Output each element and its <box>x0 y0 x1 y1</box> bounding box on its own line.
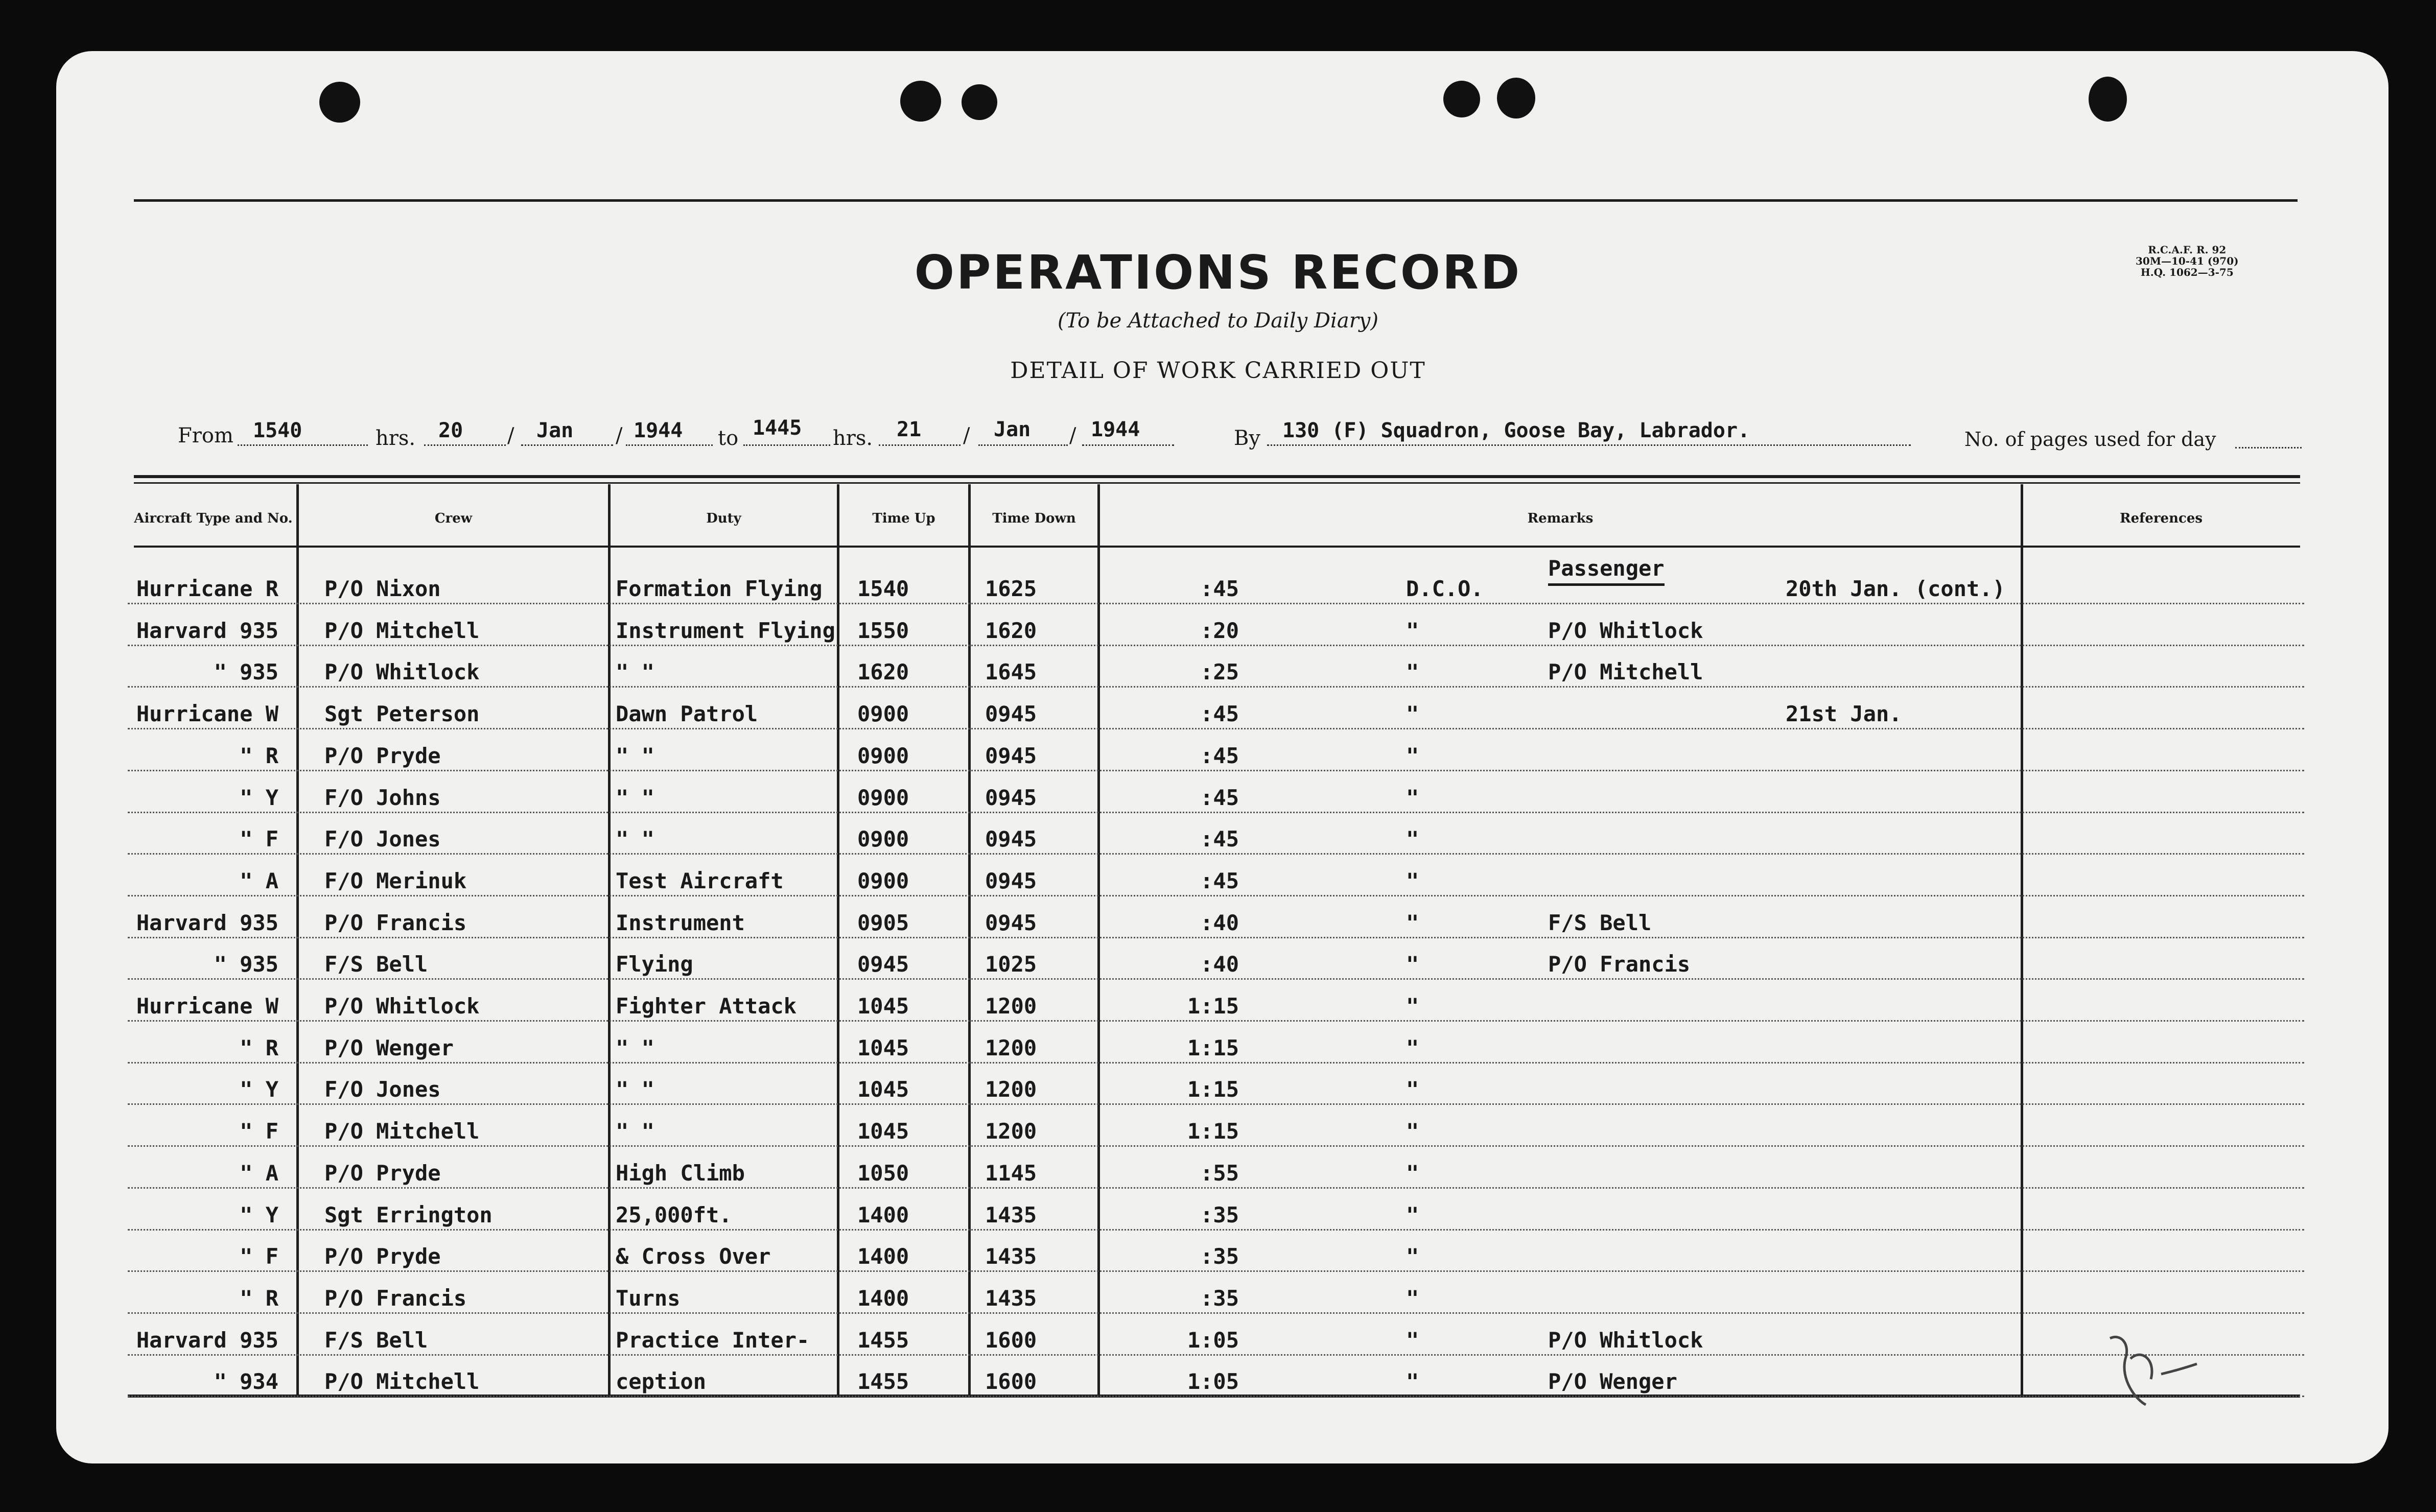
column-header-crew: Crew <box>434 511 473 526</box>
form-code-line: 30M—10-41 (970) <box>2136 255 2239 267</box>
column-divider <box>296 484 299 1395</box>
table-top-rule <box>134 482 2300 484</box>
aircraft-cell: " F <box>240 826 278 852</box>
slash: / <box>507 424 514 447</box>
time-down-cell: 1200 <box>985 1035 1037 1060</box>
duty-cell: " " <box>616 743 654 768</box>
authority-cell: " <box>1406 1119 1419 1144</box>
to-year: 1944 <box>1091 418 1140 441</box>
duty-cell: & Cross Over <box>616 1244 771 1269</box>
punch-hole <box>2089 77 2127 122</box>
aircraft-cell: Harvard 935 <box>136 618 278 643</box>
dotted-line <box>424 444 506 446</box>
time-up-cell: 0905 <box>857 910 909 935</box>
time-down-cell: 1200 <box>985 1119 1037 1144</box>
form-code-line: H.Q. 1062—3-75 <box>2140 266 2234 278</box>
authority-cell: " <box>1406 1369 1419 1395</box>
duty-cell: Practice Inter- <box>616 1327 810 1353</box>
column-header-aircraft: Aircraft Type and No. <box>134 511 293 526</box>
crew-cell: P/O Francis <box>324 1285 467 1311</box>
passenger-cell: P/O Whitlock <box>1548 1327 1703 1353</box>
duty-cell: " " <box>616 826 654 852</box>
dotted-line <box>879 444 961 446</box>
crew-cell: P/O Pryde <box>324 743 441 768</box>
authority-cell: D.C.O. <box>1406 576 1484 601</box>
duration-cell: :20 <box>1200 618 1239 643</box>
duty-cell: " " <box>616 1077 654 1102</box>
date-note-cell: 20th Jan. (cont.) <box>1786 576 2005 601</box>
duration-cell: 1:15 <box>1187 1119 1239 1144</box>
top-rule <box>134 199 2298 202</box>
column-header-references: References <box>2119 511 2203 526</box>
crew-cell: Sgt Peterson <box>324 701 480 727</box>
time-down-cell: 1025 <box>985 952 1037 977</box>
authority-cell: " <box>1406 1285 1419 1311</box>
from-day: 20 <box>438 419 463 442</box>
time-down-cell: 1600 <box>985 1327 1037 1353</box>
duration-cell: :45 <box>1200 868 1239 893</box>
column-divider <box>2021 484 2023 1395</box>
crew-cell: P/O Mitchell <box>324 1119 480 1144</box>
crew-cell: F/O Jones <box>324 1077 441 1102</box>
time-down-cell: 0945 <box>985 826 1037 852</box>
duration-cell: :45 <box>1200 701 1239 727</box>
aircraft-cell: " A <box>240 1160 278 1186</box>
dotted-line <box>1267 444 1911 446</box>
from-month: Jan <box>536 419 574 442</box>
crew-cell: P/O Wenger <box>324 1035 454 1060</box>
column-header-remarks: Remarks <box>1527 511 1594 526</box>
authority-cell: " <box>1406 826 1419 852</box>
duration-cell: :45 <box>1200 743 1239 768</box>
duration-cell: 1:15 <box>1187 994 1239 1019</box>
dotted-line <box>1082 444 1174 446</box>
row-rule <box>128 1396 2304 1397</box>
time-down-cell: 0945 <box>985 743 1037 768</box>
time-up-cell: 0900 <box>857 868 909 893</box>
crew-cell: P/O Pryde <box>324 1160 441 1186</box>
time-up-cell: 1045 <box>857 1119 909 1144</box>
row-rule <box>128 1145 2304 1147</box>
passenger-cell: P/O Whitlock <box>1548 618 1703 643</box>
duration-cell: :35 <box>1200 1202 1239 1227</box>
row-rule <box>128 686 2304 688</box>
duration-cell: :40 <box>1200 910 1239 935</box>
aircraft-cell: " Y <box>240 785 278 810</box>
time-down-cell: 1200 <box>985 1077 1037 1102</box>
aircraft-cell: " R <box>240 743 278 768</box>
aircraft-cell: " Y <box>240 1077 278 1102</box>
duty-cell: Turns <box>616 1285 681 1311</box>
crew-cell: P/O Whitlock <box>324 994 480 1019</box>
row-rule <box>128 853 2304 855</box>
column-divider <box>837 484 839 1395</box>
time-down-cell: 1200 <box>985 994 1037 1019</box>
slash: / <box>1069 424 1076 447</box>
time-up-cell: 0900 <box>857 701 909 727</box>
authority-cell: " <box>1406 618 1419 643</box>
row-rule <box>128 1229 2304 1231</box>
dotted-line <box>978 444 1068 446</box>
duty-cell: Instrument Flying <box>616 618 835 643</box>
duty-cell: Dawn Patrol <box>616 701 758 727</box>
duty-cell: Test Aircraft <box>616 868 784 893</box>
duration-cell: :55 <box>1200 1160 1239 1186</box>
authority-cell: " <box>1406 1035 1419 1060</box>
crew-cell: F/O Merinuk <box>324 868 467 893</box>
duty-cell: 25,000ft. <box>616 1202 732 1227</box>
crew-cell: P/O Whitlock <box>324 659 480 685</box>
duration-cell: :35 <box>1200 1244 1239 1269</box>
table-top-rule <box>134 475 2300 478</box>
duty-cell: " " <box>616 1035 654 1060</box>
form-code-line: R.C.A.F. R. 92 <box>2148 244 2227 256</box>
passenger-cell: P/O Wenger <box>1548 1369 1677 1395</box>
hrs-label: hrs. <box>833 427 873 450</box>
aircraft-cell: " A <box>240 868 278 893</box>
punch-hole <box>962 84 997 120</box>
authority-cell: " <box>1406 994 1419 1019</box>
to-label: to <box>718 427 739 450</box>
time-up-cell: 0900 <box>857 743 909 768</box>
time-down-cell: 1600 <box>985 1369 1037 1395</box>
passenger-cell: Passenger <box>1548 556 1665 586</box>
dotted-line <box>743 444 830 446</box>
authority-cell: " <box>1406 1327 1419 1353</box>
column-divider <box>1097 484 1100 1395</box>
time-up-cell: 1045 <box>857 1035 909 1060</box>
dotted-line <box>521 444 613 446</box>
time-down-cell: 0945 <box>985 868 1037 893</box>
row-rule <box>128 1062 2304 1064</box>
authority-cell: " <box>1406 659 1419 685</box>
from-year: 1944 <box>634 419 683 442</box>
duration-cell: :40 <box>1200 952 1239 977</box>
to-month: Jan <box>994 418 1031 441</box>
row-rule <box>128 1312 2304 1314</box>
time-down-cell: 1625 <box>985 576 1037 601</box>
time-up-cell: 1045 <box>857 994 909 1019</box>
time-up-cell: 0900 <box>857 826 909 852</box>
aircraft-cell: " 935 <box>214 659 278 685</box>
aircraft-cell: Hurricane W <box>136 994 278 1019</box>
aircraft-cell: " 934 <box>214 1369 278 1395</box>
time-up-cell: 1400 <box>857 1202 909 1227</box>
header-rule <box>134 546 2300 548</box>
aircraft-cell: " F <box>240 1119 278 1144</box>
crew-cell: P/O Francis <box>324 910 467 935</box>
column-divider <box>608 484 611 1395</box>
page-title: OPERATIONS RECORD <box>914 245 1522 300</box>
row-rule <box>128 1354 2304 1356</box>
authority-cell: " <box>1406 743 1419 768</box>
duty-cell: " " <box>616 785 654 810</box>
time-down-cell: 1645 <box>985 659 1037 685</box>
by-label: By <box>1234 427 1260 450</box>
row-rule <box>128 603 2304 604</box>
crew-cell: F/S Bell <box>324 1327 428 1353</box>
duration-cell: 1:15 <box>1187 1077 1239 1102</box>
punch-hole <box>1497 78 1535 119</box>
time-down-cell: 1145 <box>985 1160 1037 1186</box>
duration-cell: 1:05 <box>1187 1369 1239 1395</box>
duty-cell: Fighter Attack <box>616 994 797 1019</box>
row-rule <box>128 645 2304 646</box>
time-down-cell: 1435 <box>985 1285 1037 1311</box>
duty-cell: ception <box>616 1369 707 1395</box>
crew-cell: Sgt Errington <box>324 1202 493 1227</box>
aircraft-cell: Hurricane W <box>136 701 278 727</box>
column-header-time-down: Time Down <box>992 511 1076 526</box>
time-up-cell: 1455 <box>857 1369 909 1395</box>
dotted-line <box>626 444 713 446</box>
from-label: From <box>178 424 233 447</box>
duration-cell: :25 <box>1200 659 1239 685</box>
crew-cell: P/O Nixon <box>324 576 441 601</box>
duty-cell: Flying <box>616 952 693 977</box>
crew-cell: F/S Bell <box>324 952 428 977</box>
date-note-cell: 21st Jan. <box>1786 701 1902 727</box>
aircraft-cell: " R <box>240 1285 278 1311</box>
authority-cell: " <box>1406 1077 1419 1102</box>
time-down-cell: 1620 <box>985 618 1037 643</box>
crew-cell: P/O Mitchell <box>324 618 480 643</box>
aircraft-cell: " Y <box>240 1202 278 1227</box>
passenger-cell: F/S Bell <box>1548 910 1652 935</box>
authority-cell: " <box>1406 785 1419 810</box>
punch-hole <box>319 82 360 123</box>
time-up-cell: 1050 <box>857 1160 909 1186</box>
aircraft-cell: " R <box>240 1035 278 1060</box>
column-divider <box>968 484 971 1395</box>
column-header-duty: Duty <box>706 511 741 526</box>
row-rule <box>128 978 2304 980</box>
authority-cell: " <box>1406 868 1419 893</box>
time-down-cell: 0945 <box>985 785 1037 810</box>
row-rule <box>128 812 2304 813</box>
row-rule <box>128 1103 2304 1105</box>
dotted-line <box>2235 447 2302 448</box>
passenger-cell: P/O Mitchell <box>1548 659 1703 685</box>
duty-cell: High Climb <box>616 1160 745 1186</box>
to-day: 21 <box>897 418 922 441</box>
detail-heading: DETAIL OF WORK CARRIED OUT <box>1010 358 1426 384</box>
passenger-cell: P/O Francis <box>1548 952 1691 977</box>
form-code <box>2136 244 2239 278</box>
row-rule <box>128 1270 2304 1272</box>
crew-cell: F/O Johns <box>324 785 441 810</box>
by-value: 130 (F) Squadron, Goose Bay, Labrador. <box>1282 419 1750 442</box>
time-up-cell: 0945 <box>857 952 909 977</box>
row-rule <box>128 728 2304 729</box>
row-rule <box>128 1020 2304 1022</box>
authority-cell: " <box>1406 910 1419 935</box>
duration-cell: :45 <box>1200 576 1239 601</box>
time-up-cell: 1550 <box>857 618 909 643</box>
row-rule <box>128 1187 2304 1189</box>
hrs-label: hrs. <box>376 427 416 450</box>
crew-cell: P/O Pryde <box>324 1244 441 1269</box>
row-rule <box>128 770 2304 771</box>
duty-cell: " " <box>616 659 654 685</box>
aircraft-cell: Harvard 935 <box>136 1327 278 1353</box>
duty-cell: Instrument <box>616 910 745 935</box>
time-up-cell: 1455 <box>857 1327 909 1353</box>
punch-hole <box>1443 81 1480 117</box>
time-down-cell: 1435 <box>985 1244 1037 1269</box>
authority-cell: " <box>1406 952 1419 977</box>
duration-cell: :45 <box>1200 826 1239 852</box>
time-up-cell: 1540 <box>857 576 909 601</box>
dotted-line <box>238 444 368 446</box>
punch-hole <box>900 81 941 122</box>
time-down-cell: 1435 <box>985 1202 1037 1227</box>
time-up-cell: 1045 <box>857 1077 909 1102</box>
duty-cell: Formation Flying <box>616 576 823 601</box>
column-header-time-up: Time Up <box>872 511 935 526</box>
row-rule <box>128 937 2304 938</box>
authority-cell: " <box>1406 1202 1419 1227</box>
duration-cell: 1:05 <box>1187 1327 1239 1353</box>
duration-cell: 1:15 <box>1187 1035 1239 1060</box>
aircraft-cell: " 935 <box>214 952 278 977</box>
time-up-cell: 0900 <box>857 785 909 810</box>
crew-cell: F/O Jones <box>324 826 441 852</box>
duration-cell: :45 <box>1200 785 1239 810</box>
time-down-cell: 0945 <box>985 701 1037 727</box>
authority-cell: " <box>1406 701 1419 727</box>
time-up-cell: 1400 <box>857 1285 909 1311</box>
to-time: 1445 <box>753 416 802 440</box>
time-down-cell: 0945 <box>985 910 1037 935</box>
row-rule <box>128 895 2304 896</box>
crew-cell: P/O Mitchell <box>324 1369 480 1395</box>
pages-label: No. of pages used for day <box>1964 428 2216 451</box>
slash: / <box>616 424 623 447</box>
from-time: 1540 <box>253 419 302 442</box>
time-up-cell: 1400 <box>857 1244 909 1269</box>
duration-cell: :35 <box>1200 1285 1239 1311</box>
aircraft-cell: Harvard 935 <box>136 910 278 935</box>
authority-cell: " <box>1406 1160 1419 1186</box>
authority-cell: " <box>1406 1244 1419 1269</box>
aircraft-cell: Hurricane R <box>136 576 278 601</box>
time-up-cell: 1620 <box>857 659 909 685</box>
pencil-mark <box>2100 1328 2212 1415</box>
slash: / <box>963 424 970 447</box>
page-subtitle: (To be Attached to Daily Diary) <box>1057 309 1379 333</box>
aircraft-cell: " F <box>240 1244 278 1269</box>
duty-cell: " " <box>616 1119 654 1144</box>
